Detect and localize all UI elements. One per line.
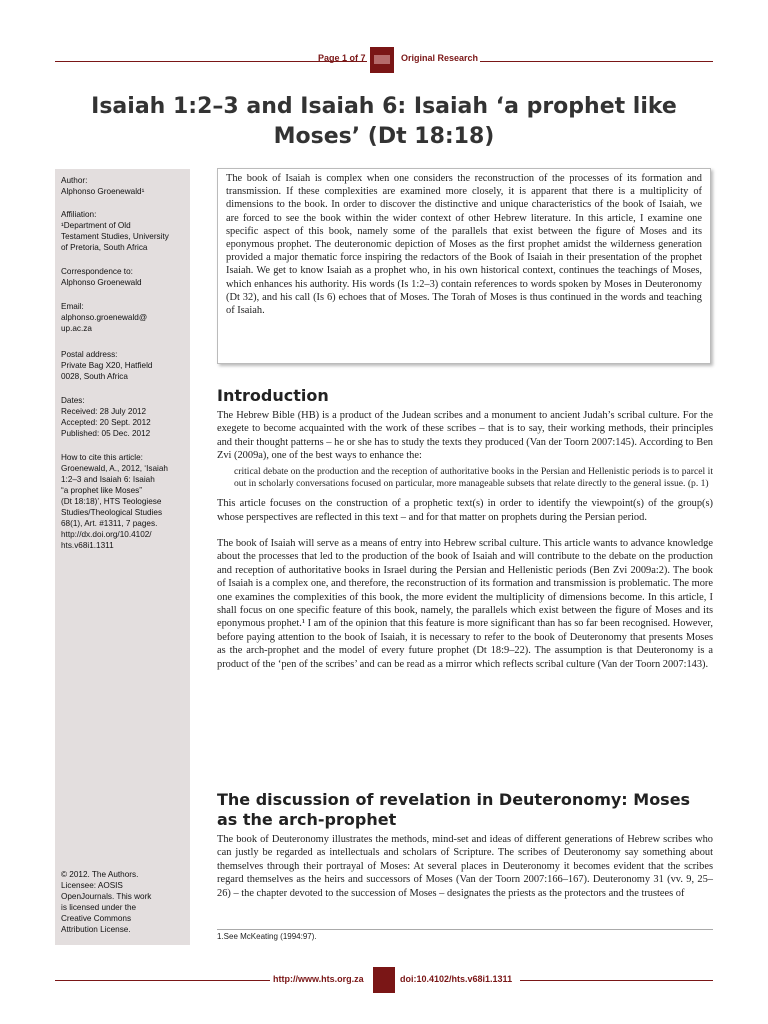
block-quote: critical debate on the production and the reception of authoritative books in the Persian and Hellenistic periods is to parcel it out in scholarly conversations focused on particular, more manageable subsets that relate directly to the general issue. (p. 1) (234, 465, 713, 490)
email-block (61, 301, 187, 334)
footer-rule-left (55, 980, 270, 981)
sidebar-line: How to cite this article: (61, 453, 143, 462)
sidebar-line: Creative Commons (61, 914, 132, 923)
article-info-sidebar (55, 169, 190, 945)
sidebar-line: Received: 28 July 2012 (61, 407, 147, 416)
sidebar-line: Alphonso Groenewald¹ (61, 187, 145, 196)
sidebar-line: is licensed under the (61, 903, 137, 912)
citation-block (61, 452, 187, 551)
sidebar-line: Author: (61, 176, 88, 185)
correspondence-block (61, 266, 187, 288)
sidebar-line: 1:2–3 and Isaiah 6: Isaiah (61, 475, 155, 484)
license-block (61, 869, 187, 935)
intro-paragraph-2: This article focuses on the construction of a prophetic text(s) in order to identify the viewpoint(s) of the group(s) whose perspectives are reflected in this text – and for that matter on prophets during the Persian period. (217, 498, 713, 523)
sidebar-line: (Dt 18:18)’, HTS Teologiese (61, 497, 162, 506)
intro-paragraph-3: The book of Isaiah will serve as a means of entry into Hebrew scribal culture. This article wants to advance knowledge about the processes that led to the production of the book of Isaiah and will contribute to the debate on the production and reception of authoritative books in Israel during the Persian and Hellenistic periods (Ben Zvi 2009a:2). The book of Isaiah is a complex one, and therefore, the reconstruction of its formation and transmission is problematic. The more one examines the complexities of this book, the more evident the multiplicity of dimensions become. In this article, I shall focus on one specific feature of this book, namely, the parallels which exist between the figure of Moses and its eponymous prophet.¹ I am of the opinion that this feature is more significant than has so far been recognised. However, before paying attention to the book of Isaiah, it is necessary to refer to the book of Deuteronomy that presents Moses as the arch-prophet and the model of every future prophet (Dt 18:9–22). The assumption is that Deuteronomy is a product of the ‘pen of the scribes’ and can be read as a mirror which reflects scribal culture (Van der Toorn 2007:143). (217, 538, 713, 670)
journal-url-link[interactable]: http://www.hts.org.za (273, 974, 364, 984)
author-block (61, 175, 187, 197)
sidebar-line: Correspondence to: (61, 267, 133, 276)
intro-paragraph-1: The Hebrew Bible (HB) is a product of the Judean scribes and a monument to ancient Judah’s scribal culture. For the exegete to become acquainted with the work of these scribes – that is to say, their working methods, their principles and their thought patterns – he or she has to study the texts they produced (Van der Toorn 2007:145). According to Ben Zvi (2009a), one of the best ways to enhance the: (217, 410, 713, 462)
sidebar-line: Published: 05 Dec. 2012 (61, 429, 151, 438)
footer-rule-right (520, 980, 713, 981)
doi-link[interactable]: doi:10.4102/hts.v68i1.1311 (400, 974, 513, 984)
sidebar-line: hts.v68i1.1311 (61, 541, 114, 550)
section-label: Original Research (401, 53, 479, 63)
introduction-heading: Introduction (217, 386, 329, 405)
page-label: Page 1 of 7 (318, 53, 366, 63)
title-line-1: Isaiah 1:2–3 and Isaiah 6: Isaiah ‘a prophet like (91, 94, 677, 119)
page-title (60, 92, 708, 152)
deuteronomy-section (217, 790, 713, 900)
sidebar-line: Testament Studies, University (61, 232, 169, 241)
sidebar-line: Dates: (61, 396, 85, 405)
sidebar-line: 0028, South Africa (61, 372, 128, 381)
sidebar-line: Attribution License. (61, 925, 131, 934)
header-rule-right (480, 61, 713, 62)
journal-logo-icon (370, 47, 394, 73)
sidebar-line: alphonso.groenewald@ (61, 313, 148, 322)
sidebar-line: “a prophet like Moses” (61, 486, 142, 495)
title-line-2: Moses’ (Dt 18:18) (273, 124, 495, 149)
section-heading: The discussion of revelation in Deuteronomy: Moses as the arch-prophet (217, 790, 691, 829)
sidebar-line: Groenewald, A., 2012, ‘Isaiah (61, 464, 168, 473)
sidebar-line: up.ac.za (61, 324, 92, 333)
introduction-section (217, 386, 713, 671)
footnote: 1.See McKeating (1994:97). (217, 932, 317, 941)
dates-block (61, 395, 187, 439)
sidebar-line: Licensee: AOSIS (61, 881, 123, 890)
sidebar-line: Private Bag X20, Hatfield (61, 361, 153, 370)
section-paragraph-1: The book of Deuteronomy illustrates the methods, mind-set and ideas of different generations of Hebrew scribes who can justly be regarded as intellectuals and scholars of Scripture. The scribes of Deuteronomy say something about themselves through their portrayal of Moses: At several places in Deuteronomy it becomes evident that the scribes regard themselves as the heirs and successors of Moses (Van der Toorn 2007:166–167). Deuteronomy 31 (vv. 9, 25–26) – the chapter devoted to the succession of Moses – designates the priests as the protectors and the trustees of (217, 834, 713, 899)
affiliation-block (61, 209, 187, 253)
sidebar-line: 68(1), Art. #1311, 7 pages. (61, 519, 158, 528)
abstract-box (217, 168, 711, 364)
sidebar-line: of Pretoria, South Africa (61, 243, 148, 252)
postal-block (61, 349, 187, 382)
sidebar-line: http://dx.doi.org/10.4102/ (61, 530, 152, 539)
sidebar-line: Postal address: (61, 350, 118, 359)
sidebar-line: Studies/Theological Studies (61, 508, 163, 517)
sidebar-line: Email: (61, 302, 84, 311)
sidebar-line: Accepted: 20 Sept. 2012 (61, 418, 151, 427)
sidebar-line: ¹Department of Old (61, 221, 131, 230)
abstract-text: The book of Isaiah is complex when one considers the reconstruction of the processes of its formation and transmission. If these complexities are examined more closely, it is apparent that there is a multiplicity of dimensions to the book. In order to discover the distinctive and unique characteristics of the book of Isaiah, we are forced to see the book within the wider context of other Hebrew literature. In this article, I examine one specific aspect of this book, namely some of the parallels that exist between the figure of Moses and its eponymous prophet. The deuteronomic depiction of Moses as the first prophet amidst the wilderness generation provided a major thematic force inspiring the redactors of the Book of Isaiah in their presentation of the prophet Isaiah. We get to know Isaiah as a prophet who, in his own historical context, continues the teachings of Moses, which enhances his authority. His words (Is 1:2–3) contain references to words spoken by Moses in Deuteronomy (Dt 32), and his call (Is 6) echoes that of Moses. The Torah of Moses is thus continued in the words and teaching of Isaiah. (226, 173, 702, 317)
sidebar-line: Alphonso Groenewald (61, 278, 142, 287)
sidebar-line: Affiliation: (61, 210, 97, 219)
sidebar-line: OpenJournals. This work (61, 892, 152, 901)
footer-marker-icon (373, 967, 395, 993)
sidebar-line: © 2012. The Authors. (61, 870, 139, 879)
footnote-rule (217, 929, 713, 930)
